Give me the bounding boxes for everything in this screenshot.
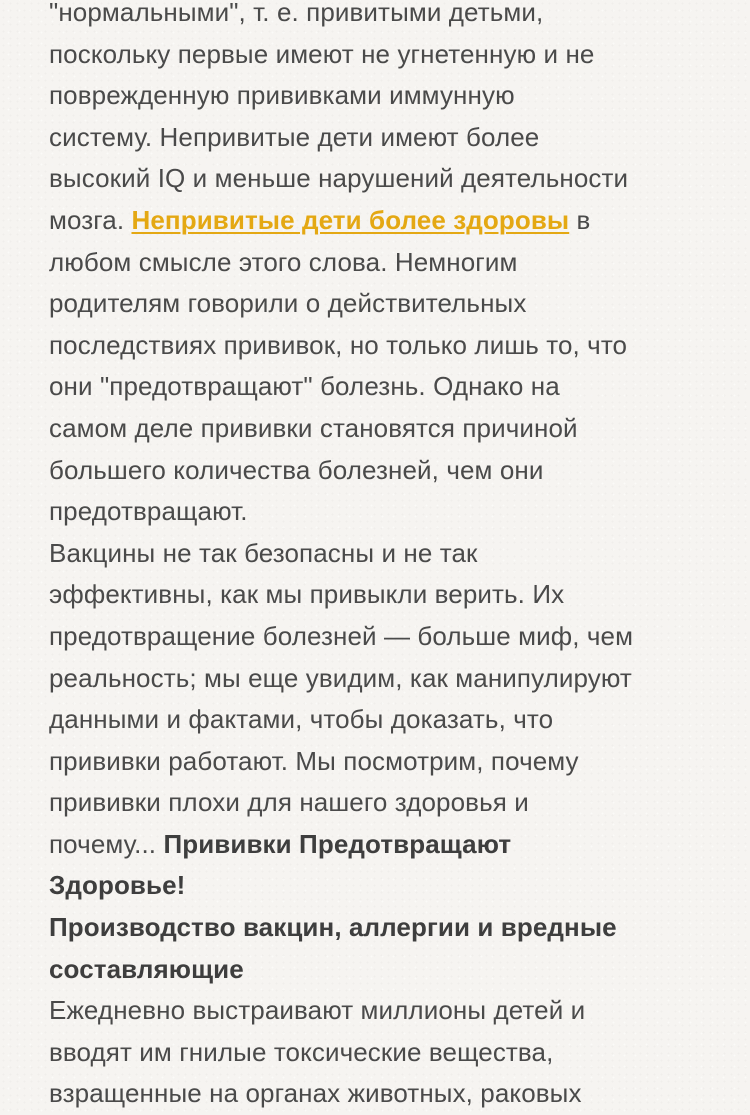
- text-line: поскольку первые имеют не угнетенную и не: [49, 38, 595, 69]
- text-line: самом деле прививки становятся причиной: [49, 412, 578, 443]
- text-line: систему. Непривитые дети имеют более: [49, 121, 540, 152]
- text-line: прививки работают. Мы посмотрим, почему: [49, 745, 579, 776]
- text-line: большего количества болезней, чем они: [49, 454, 544, 485]
- heading-line: Производство вакцин, аллергии и вредные: [49, 912, 617, 943]
- text-line: любом смысле этого слова. Немногим: [49, 246, 518, 277]
- heading-line: составляющие: [49, 953, 244, 984]
- text-line: вводят им гнилые токсические вещества,: [49, 1036, 554, 1067]
- text-line: реальность; мы еще увидим, как манипулируют: [49, 662, 632, 693]
- paragraph-1: [49, 0, 709, 533]
- unvaccinated-healthier-link[interactable]: Непривитые дети более здоровы: [131, 204, 570, 235]
- text-line: эффективны, как мы привыкли верить. Их: [49, 579, 565, 610]
- note-body[interactable]: [49, 0, 709, 1115]
- text-line: последствиях прививок, но только лишь то, что: [49, 329, 628, 360]
- text-line: "нормальными", т. е. привитыми детьми,: [49, 0, 544, 27]
- text-line: в: [569, 204, 591, 235]
- bold-phrase: Здоровье!: [49, 870, 186, 901]
- paragraph-2: [49, 533, 709, 907]
- section-heading: [49, 907, 709, 990]
- text-line: высокий IQ и меньше нарушений деятельности: [49, 163, 629, 194]
- paragraph-3: [49, 990, 709, 1115]
- text-line: Вакцины не так безопасны и не так: [49, 537, 478, 568]
- text-line: почему...: [49, 828, 164, 859]
- text-line: предотвращают.: [49, 496, 248, 527]
- text-line: предотвращение болезней — больше миф, чем: [49, 620, 634, 651]
- text-line: мозга.: [49, 204, 132, 235]
- text-line: данными и фактами, чтобы доказать, что: [49, 704, 554, 735]
- text-line: они "предотвращают" болезнь. Однако на: [49, 371, 560, 402]
- bold-phrase: Прививки Предотвращают: [163, 828, 512, 859]
- text-line: поврежденную прививками иммунную: [49, 80, 515, 111]
- text-line: Ежедневно выстраивают миллионы детей и: [49, 995, 586, 1026]
- text-line: прививки плохи для нашего здоровья и: [49, 787, 529, 818]
- text-line: родителям говорили о действительных: [49, 288, 527, 319]
- text-line: взращенные на органах животных, раковых: [49, 1078, 582, 1109]
